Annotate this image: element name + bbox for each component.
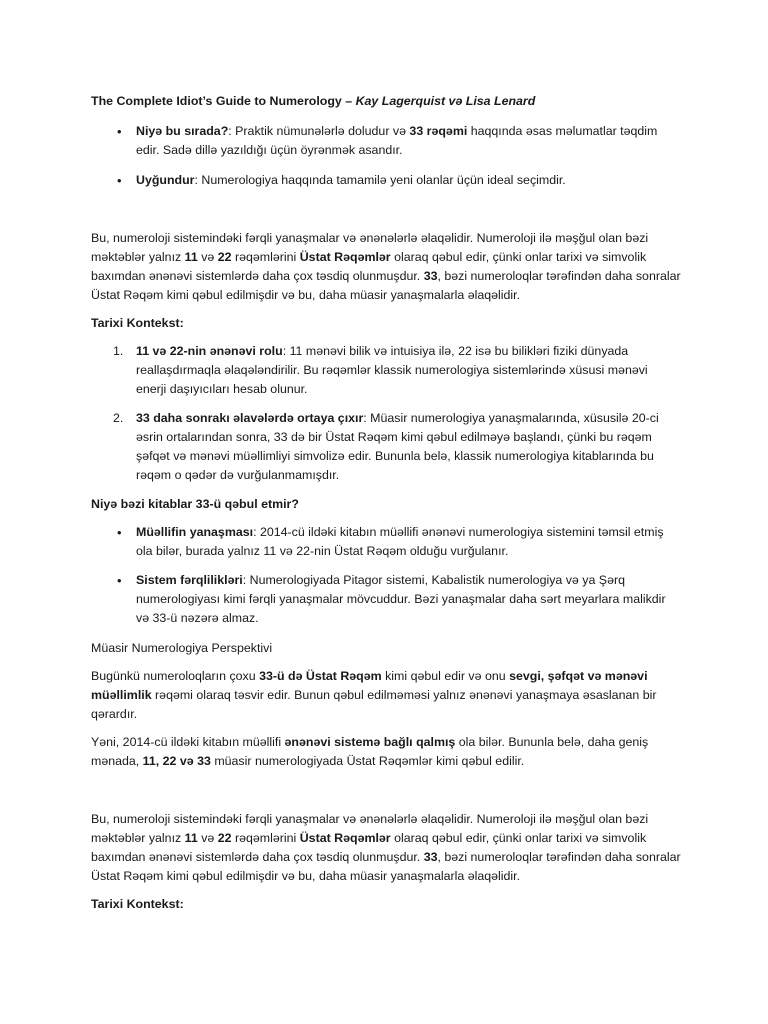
bold-text: 11 (184, 250, 198, 264)
list-number: 2. (113, 411, 124, 425)
text-run: : Numerologiya haqqında tamamilə yeni olanlar üçün ideal seçimdir. (194, 173, 566, 187)
bold-text: 11 (184, 831, 198, 845)
text-run: Bu, numeroloji sistemindəki fərqli yanaşmalar və ənənələrlə əlaqəlidir. Numeroloji ilə məşğul olan bəzi məktəblər yalnız (91, 812, 649, 845)
list-item (136, 122, 676, 160)
bold-text: Niyə bu sırada? (136, 124, 229, 138)
text-run: müasir numerologiyada Üstat Rəqəmlər kimi qəbul edilir. (210, 754, 525, 768)
text-run: , bəzi numeroloqlar tərəfindən daha sonralar Üstat Rəqəm kimi qəbul edilmişdir və bu, daha müasir yanaşmalarla əlaqəlidir. (91, 850, 681, 883)
text-run: : 2014-cü ildəki kitabın müəllifi ənənəvi numerologiya sistemini təmsil etmiş ola bilər, burada yalnız 11 və 22-nin Üstat Rəqəm olduğu vurğulanır. (136, 525, 664, 558)
bold-text: Uyğundur (136, 173, 195, 187)
list-item (136, 571, 676, 628)
bold-text: Müəllifin yanaşması (136, 525, 254, 539)
bold-text: 11, 22 və 33 (142, 754, 211, 768)
bullet-icon: • (117, 124, 122, 139)
bullet-icon: • (117, 173, 122, 188)
text-run: Bu, numeroloji sistemindəki fərqli yanaşmalar və ənənələrlə əlaqəlidir. Numeroloji ilə məşğul olan bəzi məktəblər yalnız (91, 231, 649, 264)
text-run: Yəni, 2014-cü ildəki kitabın müəllifi (91, 735, 285, 749)
book-authors: Kay Lagerquist və Lisa Lenard (355, 94, 536, 108)
text-run: rəqəmi olaraq təsvir edir. Bunun qəbul edilməməsi yalnız ənənəvi yanaşmaya əsaslanan bir qərardır. (91, 688, 657, 721)
numbered-item (136, 342, 676, 399)
list-item (136, 171, 676, 190)
text-run: rəqəmlərini (231, 831, 300, 845)
text-run: : Numerologiyada Pitagor sistemi, Kabalistik numerologiya və ya Şərq numerologiyası kimi fərqli yanaşmalar mövcuddur. Bəzi yanaşmalar daha sərt meyarlara malikdir və 33-ü nəzərə almaz. (136, 573, 666, 625)
book-title: The Complete Idiot’s Guide to Numerology (91, 94, 342, 108)
bold-text: 33 rəqəmi (409, 124, 468, 138)
bold-text: 22 (217, 250, 232, 264)
numbered-item (136, 409, 676, 485)
bold-text: ənənəvi sistemə bağlı qalmış (284, 735, 456, 749)
text-run: olaraq qəbul edir, çünki onlar tarixi və simvolik baxımdan ənənəvi sistemlərdə daha çox təsdiq olunmuşdur. (91, 831, 647, 864)
section-heading-history-2: Tarixi Kontekst: (91, 897, 184, 911)
bold-text: 33-ü də Üstat Rəqəm (259, 669, 382, 683)
text-run: : Praktik nümunələrlə doludur və (228, 124, 410, 138)
text-run: ola bilər. Bununla belə, daha geniş mənada, (91, 735, 649, 768)
text-run: : Müasir numerologiya yanaşmalarında, xüsusilə 20-ci əsrin ortalarından sonra, 33 də bir Üstat Rəqəm kimi qəbul edilməyə başlandı, çünki bu rəqəm şəfqət və mənəvi müəllimliyi simvolizə edir. Bununla belə, klassik numerologiya kitablarında bu rəqəm o qədər də vurğulanmamışdır. (136, 411, 659, 482)
text-run: və (197, 831, 218, 845)
section-heading-why: Niyə bəzi kitablar 33-ü qəbul etmir? (91, 497, 299, 511)
text-run: , bəzi numeroloqlar tərəfindən daha sonralar Üstat Rəqəm kimi qəbul edilmişdir və bu, daha müasir yanaşmalarla əlaqəlidir. (91, 269, 681, 302)
title-dash: – (341, 94, 356, 108)
bold-text: 33 (423, 850, 438, 864)
text-run: rəqəmlərini (231, 250, 300, 264)
bold-text: Üstat Rəqəmlər (299, 250, 391, 264)
text-run: olaraq qəbul edir, çünki onlar tarixi və simvolik baxımdan ənənəvi sistemlərdə daha çox təsdiq olunmuşdur. (91, 250, 647, 283)
bold-text: 33 daha sonrakı əlavələrdə ortaya çıxır (136, 411, 364, 425)
bold-text: sevgi, şəfqət və mənəvi müəllimlik (91, 669, 648, 702)
bold-text: Üstat Rəqəmlər (299, 831, 391, 845)
bullet-icon: • (117, 573, 122, 588)
paragraph-intro (91, 229, 681, 305)
bold-text: 11 və 22-nin ənənəvi rolu (136, 344, 283, 358)
document-title (91, 92, 681, 111)
bullet-icon: • (117, 525, 122, 540)
bold-text: Sistem fərqlilikləri (136, 573, 243, 587)
section-heading-modern: Müasir Numerologiya Perspektivi (91, 641, 273, 655)
list-number: 1. (113, 344, 124, 358)
text-run: : 11 mənəvi bilik və intuisiya ilə, 22 isə bu bilikləri fiziki dünyada reallaşdırmaqla əlaqələndirilir. Bu rəqəmlər klassik numerologiya sistemlərində xüsusi mənəvi enerji daşıyıcıları hesab olunur. (136, 344, 648, 396)
list-item (136, 523, 676, 561)
bold-text: 22 (217, 831, 232, 845)
section-heading-history: Tarixi Kontekst: (91, 316, 184, 330)
text-run: kimi qəbul edir və onu (381, 669, 510, 683)
paragraph-modern-2 (91, 733, 681, 771)
bold-text: 33 (423, 269, 438, 283)
paragraph-modern-1 (91, 667, 681, 724)
paragraph-repeat (91, 810, 681, 886)
text-run: və (197, 250, 218, 264)
text-run: Bugünkü numeroloqların çoxu (91, 669, 260, 683)
text-run: haqqında əsas məlumatlar təqdim edir. Sadə dillə yazıldığı üçün öyrənmək asandır. (136, 124, 658, 157)
